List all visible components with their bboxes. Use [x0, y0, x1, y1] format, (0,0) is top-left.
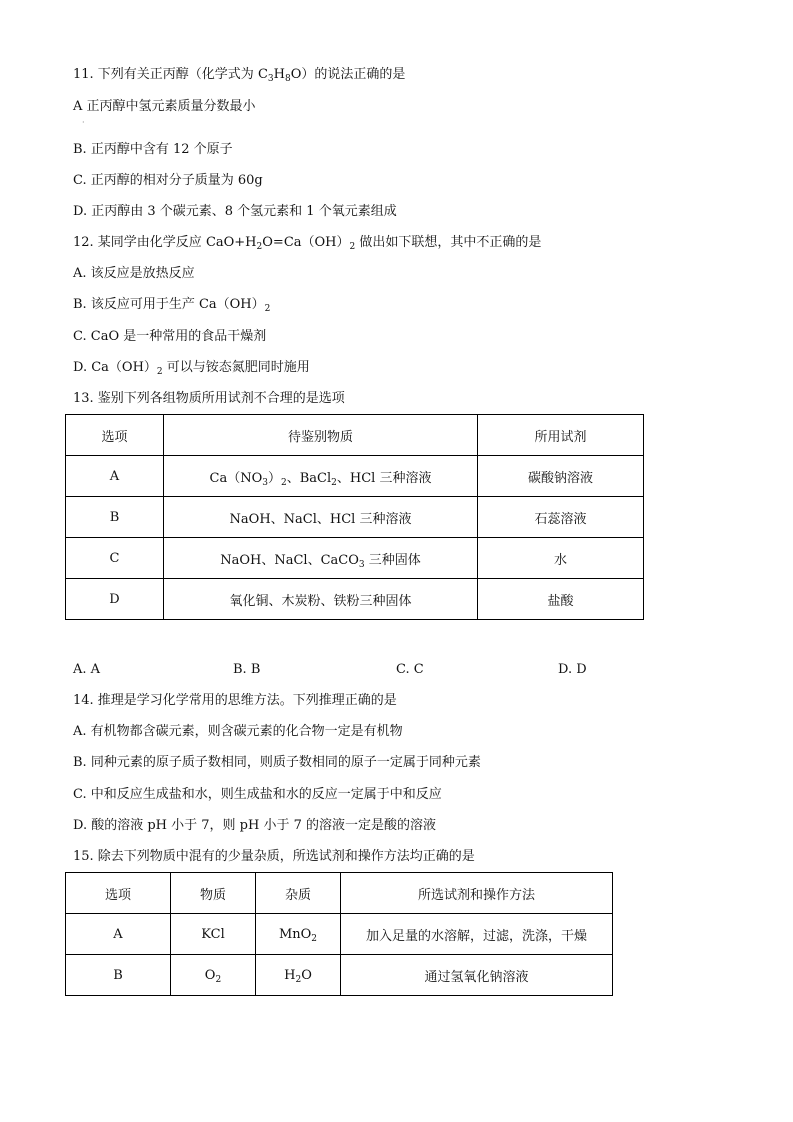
substances-cell: NaOH、NaCl、CaCO$_3$ 三种固体 — [164, 538, 478, 579]
method-cell: 加入足量的水溶解，过滤，洗涤，干燥 — [341, 914, 613, 955]
header-cell: 选项 — [66, 415, 164, 456]
q13-stem: 13. 鉴别下列各组物质所用试剂不合理的是选项 — [73, 391, 345, 406]
table-header-row — [66, 873, 613, 914]
q11-stem: 11. 下列有关正丙醇（化学式为 $C_3H_8O$）的说法正确的是 — [73, 67, 406, 84]
q12-option-d: D. $Ca(OH)_2$ 可以与铵态氮肥同时施用 — [73, 360, 310, 377]
option-cell: B — [66, 497, 164, 538]
substance-cell: KCl — [171, 914, 256, 955]
header-cell: 所用试剂 — [478, 415, 644, 456]
method-cell: 通过氢氧化钠溶液 — [341, 955, 613, 996]
q15-stem: 15. 除去下列物质中混有的少量杂质，所选试剂和操作方法均正确的是 — [73, 849, 475, 864]
q15-table — [65, 872, 613, 996]
q14-stem: 14. 推理是学习化学常用的思维方法。下列推理正确的是 — [73, 693, 397, 708]
impurity-cell: MnO$_2$ — [256, 914, 341, 955]
header-cell: 所选试剂和操作方法 — [341, 873, 613, 914]
q12-option-b: B. 该反应可用于生产 $Ca(OH)_2$ — [73, 297, 271, 314]
table-row — [66, 914, 613, 955]
q13-answer-c: C. C — [396, 662, 424, 677]
option-cell: D — [66, 579, 164, 620]
substances-cell: NaOH、NaCl、HCl 三种溶液 — [164, 497, 478, 538]
header-cell: 选项 — [66, 873, 171, 914]
header-cell: 杂质 — [256, 873, 341, 914]
header-cell: 待鉴别物质 — [164, 415, 478, 456]
q12-stem: 12. 某同学由化学反应 $CaO+H_2O=Ca(OH)_2$ 做出如下联想，其中不正确的是 — [73, 235, 542, 252]
table-row — [66, 497, 644, 538]
option-cell: A — [66, 914, 171, 955]
q13-answer-b: B. B — [233, 662, 261, 677]
stray-dot: · — [82, 118, 85, 127]
q12-option-a: A. 该反应是放热反应 — [73, 266, 195, 281]
substance-cell: $O_2$ — [171, 955, 256, 996]
reagent-cell: 盐酸 — [478, 579, 644, 620]
q11-option-a: A 正丙醇中氢元素质量分数最小 — [73, 99, 256, 114]
header-cell: 物质 — [171, 873, 256, 914]
substances-cell: 氧化铜、木炭粉、铁粉三种固体 — [164, 579, 478, 620]
q13-answer-d: D. D — [558, 662, 587, 677]
q12-option-c: C. CaO 是一种常用的食品干燥剂 — [73, 329, 267, 344]
table-row — [66, 955, 613, 996]
substances-cell: $Ca(NO_3)_2$、BaCl$_2$、HCl 三种溶液 — [164, 456, 478, 497]
table-row — [66, 579, 644, 620]
q14-option-d: D. 酸的溶液 pH 小于 7，则 pH 小于 7 的溶液一定是酸的溶液 — [73, 818, 437, 833]
impurity-cell: $H_2O$ — [256, 955, 341, 996]
q11-option-c: C. 正丙醇的相对分子质量为 60g — [73, 173, 263, 188]
q11-option-b: B. 正丙醇中含有 12 个原子 — [73, 142, 233, 157]
reagent-cell: 石蕊溶液 — [478, 497, 644, 538]
table-header-row — [66, 415, 644, 456]
option-cell: B — [66, 955, 171, 996]
q14-option-b: B. 同种元素的原子质子数相同，则质子数相同的原子一定属于同种元素 — [73, 755, 481, 770]
q13-answer-a: A. A — [73, 662, 101, 677]
q14-option-a: A. 有机物都含碳元素，则含碳元素的化合物一定是有机物 — [73, 724, 403, 739]
reagent-cell: 水 — [478, 538, 644, 579]
q11-option-d: D. 正丙醇由 3 个碳元素、8 个氢元素和 1 个氧元素组成 — [73, 204, 397, 219]
option-cell: A — [66, 456, 164, 497]
table-row — [66, 456, 644, 497]
option-cell: C — [66, 538, 164, 579]
reagent-cell: 碳酸钠溶液 — [478, 456, 644, 497]
q14-option-c: C. 中和反应生成盐和水，则生成盐和水的反应一定属于中和反应 — [73, 787, 442, 802]
table-row — [66, 538, 644, 579]
q13-table — [65, 414, 644, 620]
